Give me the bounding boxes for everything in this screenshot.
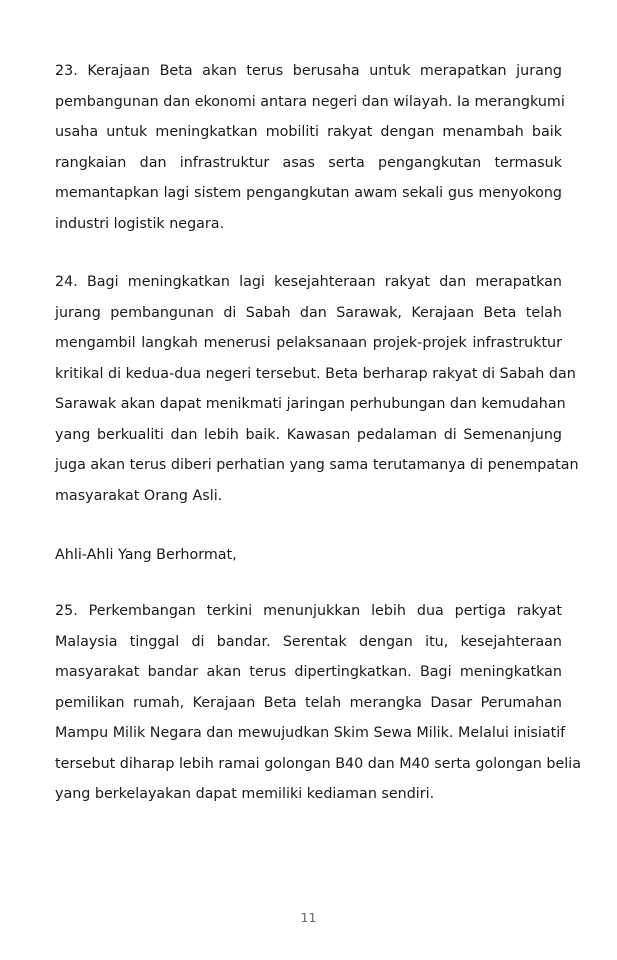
text-line: Malaysia tinggal di bandar. Serentak dengan itu, kesejahteraan bbox=[55, 633, 562, 650]
text-line: industri logistik negara. bbox=[55, 215, 225, 232]
text-line: memantapkan lagi sistem pengangkutan awam sekali gus menyokong bbox=[55, 185, 562, 201]
text-line: juga akan terus diberi perhatian yang sama terutamanya di penempatan bbox=[55, 457, 579, 473]
text-line: kritikal di kedua-dua negeri tersebut. Beta berharap rakyat di Sabah dan bbox=[55, 365, 576, 382]
salutation bbox=[55, 540, 562, 571]
text-line: masyarakat bandar akan terus dipertingkatkan. Bagi meningkatkan bbox=[55, 664, 562, 680]
text-line: 24. Bagi meningkatkan lagi kesejahteraan rakyat dan merapatkan bbox=[55, 274, 562, 290]
text-line: usaha untuk meningkatkan mobiliti rakyat dengan menambah baik bbox=[55, 124, 562, 140]
text-line: rangkaian dan infrastruktur asas serta pengangkutan termasuk bbox=[55, 154, 562, 171]
text-line: masyarakat Orang Asli. bbox=[55, 487, 223, 504]
text-line: mengambil langkah menerusi pelaksanaan projek-projek infrastruktur bbox=[55, 335, 562, 351]
text-line: yang berkualiti dan lebih baik. Kawasan pedalaman di Semenanjung bbox=[55, 426, 562, 443]
text-line: Sarawak akan dapat menikmati jaringan perhubungan dan kemudahan bbox=[55, 396, 566, 412]
text-line: Ahli-Ahli Yang Berhormat, bbox=[55, 547, 237, 563]
paragraph-25 bbox=[55, 596, 581, 810]
text-line: jurang pembangunan di Sabah dan Sarawak, Kerajaan Beta telah bbox=[55, 304, 562, 321]
text-line: pembangunan dan ekonomi antara negeri dan wilayah. Ia merangkumi bbox=[55, 93, 565, 110]
page-number: 11 bbox=[300, 910, 317, 925]
paragraph-23 bbox=[55, 56, 565, 239]
text-line: pemilikan rumah, Kerajaan Beta telah merangka Dasar Perumahan bbox=[55, 694, 562, 711]
text-line: 25. Perkembangan terkini menunjukkan lebih dua pertiga rakyat bbox=[55, 603, 562, 619]
text-line: tersebut diharap lebih ramai golongan B40 dan M40 serta golongan belia bbox=[55, 755, 581, 772]
text-line: Mampu Milik Negara dan mewujudkan Skim Sewa Milik. Melalui inisiatif bbox=[55, 725, 566, 741]
text-line: 23. Kerajaan Beta akan terus berusaha untuk merapatkan jurang bbox=[55, 63, 562, 79]
paragraph-24 bbox=[55, 267, 579, 511]
text-line: yang berkelayakan dapat memiliki kediaman sendiri. bbox=[55, 786, 435, 802]
